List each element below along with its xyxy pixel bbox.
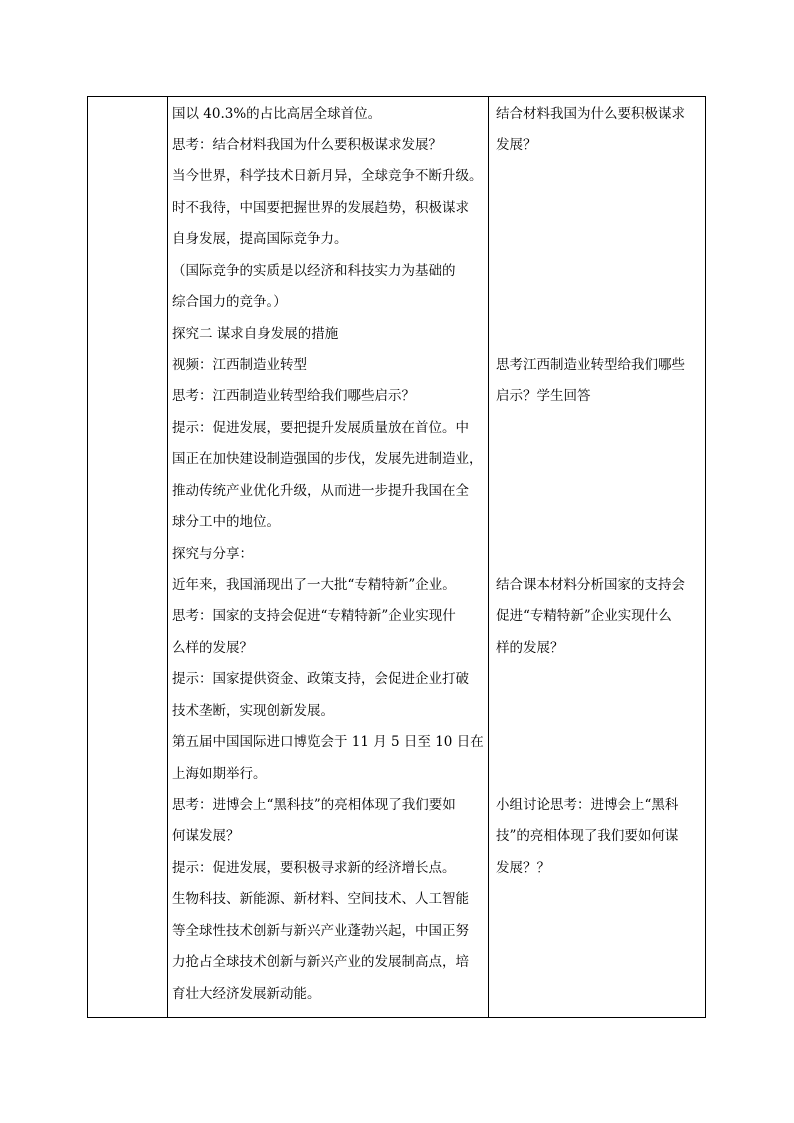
content-line: 提示：促进发展，要把提升发展质量放在首位。中 <box>172 420 469 436</box>
activity-line: 结合材料我国为什么要积极谋求 <box>496 106 685 122</box>
activity-line: 样的发展？ <box>496 640 564 656</box>
column-divider <box>488 97 489 1017</box>
content-line: 综合国力的竞争。） <box>172 294 287 310</box>
content-line: 上海如期举行。 <box>172 766 267 782</box>
section-heading: 探究二 谋求自身发展的措施 <box>172 326 339 342</box>
content-line: 等全球性技术创新与新兴产业蓬勃兴起，中国正努 <box>172 923 469 939</box>
content-line: 当今世界，科学技术日新月异，全球竞争不断升级。 <box>172 168 483 184</box>
content-line: 育壮大经济发展新动能。 <box>172 986 321 1002</box>
content-line: 力抢占全球技术创新与新兴产业的发展制高点，培 <box>172 954 469 970</box>
content-line: 何谋发展？ <box>172 828 240 844</box>
activity-line: 促进“专精特新”企业实现什么 <box>496 608 672 624</box>
content-line: 国以 40.3%的占比高居全球首位。 <box>172 106 382 122</box>
content-line: 近年来，我国涌现出了一大批“专精特新”企业。 <box>172 577 456 593</box>
content-line: 时不我待，中国要把握世界的发展趋势，积极谋求 <box>172 200 469 216</box>
lesson-plan-table <box>87 96 706 1018</box>
activity-line: 思考江西制造业转型给我们哪些 <box>496 357 685 373</box>
activity-line: 启示？学生回答 <box>496 388 591 404</box>
content-line: 思考：结合材料我国为什么要积极谋求发展？ <box>172 137 442 153</box>
content-line: 么样的发展？ <box>172 640 253 656</box>
activity-line: 结合课本材料分析国家的支持会 <box>496 577 685 593</box>
content-line: 提示：国家提供资金、政策支持，会促进企业打破 <box>172 671 469 687</box>
column-divider <box>167 97 168 1017</box>
content-line: 视频：江西制造业转型 <box>172 357 307 373</box>
activity-line: 发展？ <box>496 137 537 153</box>
content-line: 自身发展，提高国际竞争力。 <box>172 231 348 247</box>
content-line: 第五届中国国际进口博览会于 11 月 5 日至 10 日在 <box>172 734 484 750</box>
activity-line: 技”的亮相体现了我们要如何谋 <box>496 828 679 844</box>
content-line: 思考：国家的支持会促进“专精特新”企业实现什 <box>172 608 456 624</box>
content-line: 探究与分享： <box>172 546 253 562</box>
content-line: 球分工中的地位。 <box>172 514 280 530</box>
content-line: 提示：促进发展，要积极寻求新的经济增长点。 <box>172 860 456 876</box>
content-line: 技术垄断，实现创新发展。 <box>172 703 334 719</box>
content-line: 生物科技、新能源、新材料、空间技术、人工智能 <box>172 891 469 907</box>
content-line: 思考：江西制造业转型给我们哪些启示？ <box>172 388 415 404</box>
content-line: （国际竞争的实质是以经济和科技实力为基础的 <box>172 263 456 279</box>
content-line: 推动传统产业优化升级，从而进一步提升我国在全 <box>172 483 469 499</box>
content-line: 思考：进博会上“黑科技”的亮相体现了我们要如 <box>172 797 456 813</box>
activity-line: 小组讨论思考：进博会上“黑科 <box>496 797 679 813</box>
content-line: 国正在加快建设制造强国的步伐，发展先进制造业， <box>172 451 483 467</box>
activity-line: 发展？？ <box>496 860 550 876</box>
